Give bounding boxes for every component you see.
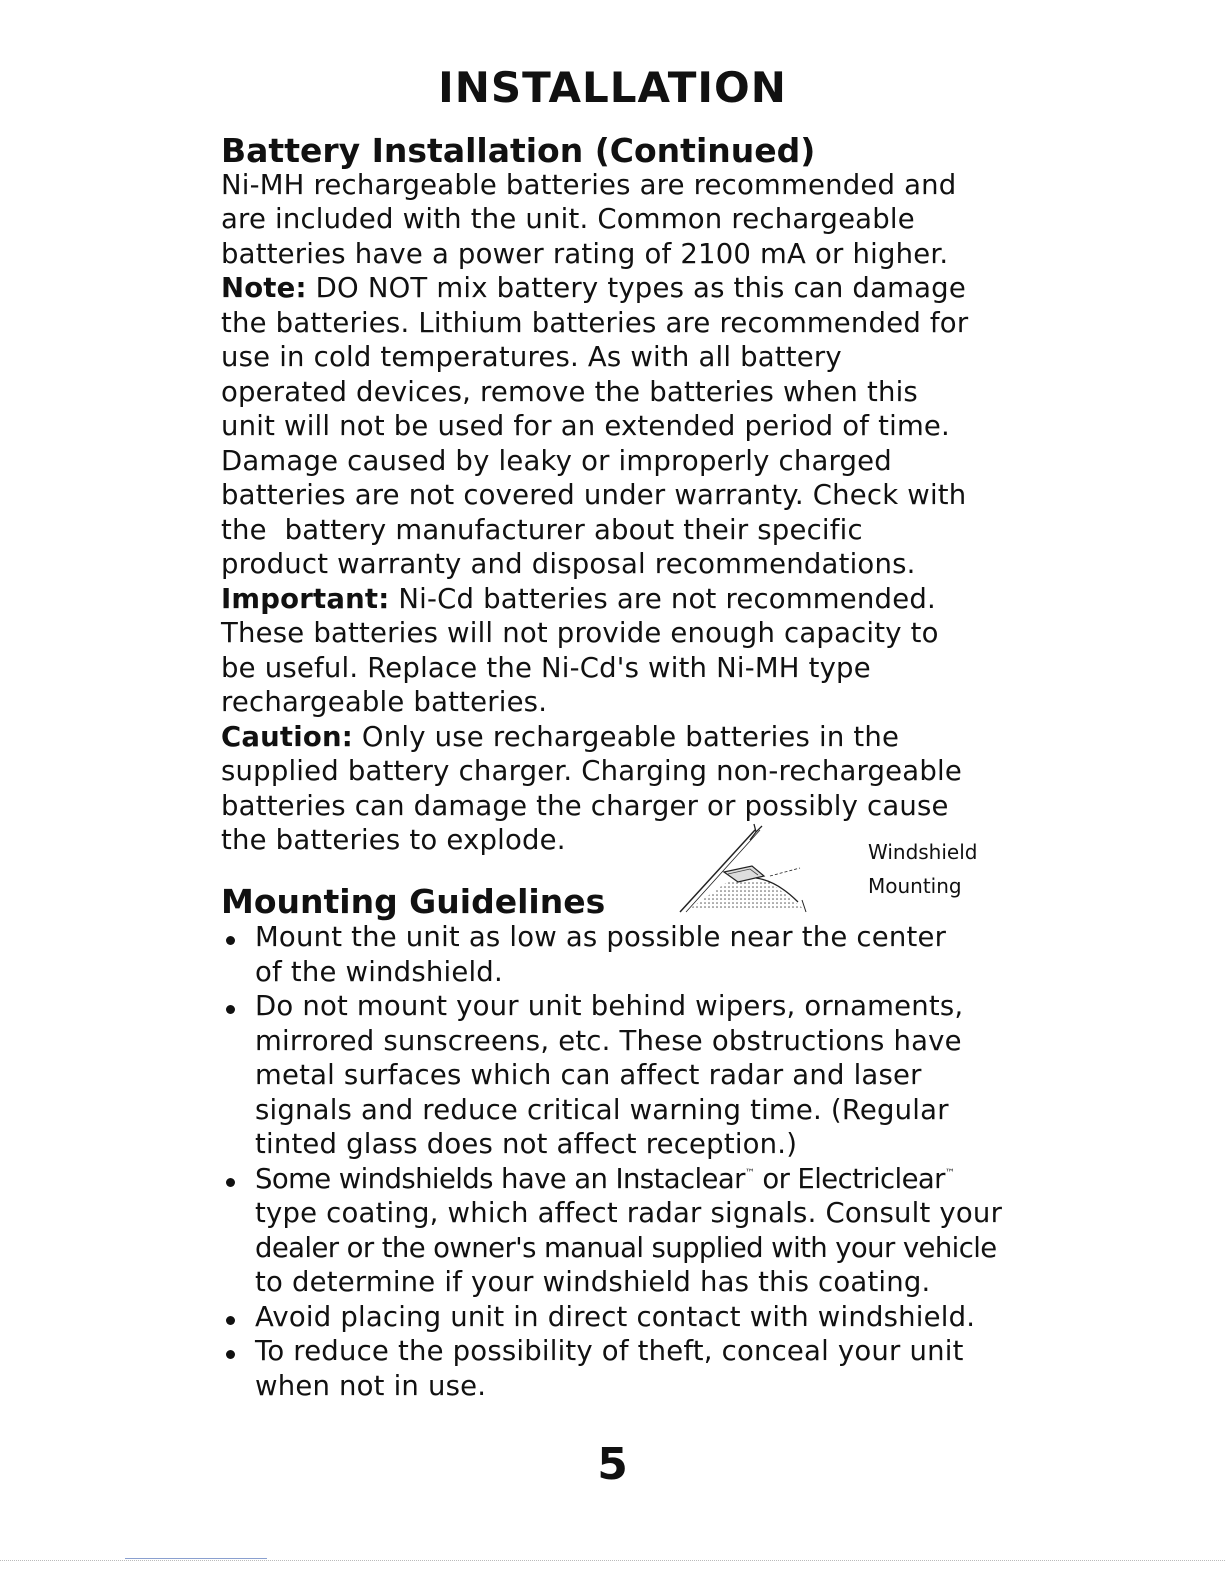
trademark-symbol: ™ [744, 1168, 755, 1179]
body-line: Ni-MH rechargeable batteries are recommended and [221, 169, 957, 201]
list-item-line: dealer or the owner's manual supplied with your vehicle [255, 1232, 997, 1264]
body-line: supplied battery charger. Charging non-rechargeable [221, 755, 962, 787]
body-line: the batteries to explode. [221, 824, 566, 856]
body-line: Damage caused by leaky or improperly charged [221, 445, 892, 477]
list-item-line: tinted glass does not affect reception.) [255, 1128, 798, 1160]
important-label: Important: [221, 583, 390, 615]
trademark-symbol: ™ [944, 1168, 955, 1179]
bullet-dot-icon [226, 936, 235, 945]
body-line: batteries can damage the charger or possibly cause [221, 790, 949, 822]
figure-caption-line1: Windshield [868, 840, 978, 864]
bullet-dot-icon [226, 1316, 235, 1325]
caution-label: Caution: [221, 721, 353, 753]
list-item-line [255, 1162, 954, 1196]
caution-text: Only use rechargeable batteries in the [361, 721, 900, 753]
note-text: DO NOT mix battery types as this can damage [315, 272, 966, 304]
list-item-line: Mount the unit as low as possible near the center [255, 921, 947, 953]
battery-section-heading: Battery Installation (Continued) [221, 131, 816, 170]
windshield-mounting-illustration [660, 822, 830, 914]
list-item-line: when not in use. [255, 1370, 487, 1402]
body-line: batteries are not covered under warranty. Check with [221, 479, 967, 511]
body-line: the batteries. Lithium batteries are recommended for [221, 307, 969, 339]
detector-unit-icon [724, 866, 764, 882]
body-line: These batteries will not provide enough capacity to [221, 617, 939, 649]
electriclear-text: or Electriclear [754, 1163, 945, 1195]
list-item-line: of the windshield. [255, 956, 503, 988]
important-line [221, 582, 936, 616]
list-item-line: Do not mount your unit behind wipers, ornaments, [255, 990, 964, 1022]
list-item-line: signals and reduce critical warning time. (Regular [255, 1094, 949, 1126]
bullet-dot-icon [226, 1178, 235, 1187]
body-line: batteries have a power rating of 2100 mA or higher. [221, 238, 949, 270]
mounting-section-heading: Mounting Guidelines [221, 882, 606, 921]
caution-line [221, 720, 899, 754]
list-item-line: metal surfaces which can affect radar and laser [255, 1059, 922, 1091]
body-line: be useful. Replace the Ni-Cd's with Ni-MH type [221, 652, 871, 684]
note-line [221, 271, 966, 305]
body-line: product warranty and disposal recommendations. [221, 548, 916, 580]
page-bottom-rule-accent [125, 1558, 267, 1559]
list-item-line: To reduce the possibility of theft, conceal your unit [255, 1335, 964, 1367]
list-item-line: Avoid placing unit in direct contact with windshield. [255, 1301, 976, 1333]
page-bottom-rule [0, 1560, 1225, 1561]
figure-caption-line2: Mounting [868, 874, 962, 898]
body-line: unit will not be used for an extended period of time. [221, 410, 950, 442]
list-item-line: to determine if your windshield has this coating. [255, 1266, 931, 1298]
body-line: operated devices, remove the batteries when this [221, 376, 918, 408]
page-title: INSTALLATION [438, 63, 787, 112]
page-number: 5 [597, 1439, 628, 1490]
note-label: Note: [221, 272, 307, 304]
bullet-dot-icon [226, 1350, 235, 1359]
body-line: are included with the unit. Common rechargeable [221, 203, 915, 235]
body-line: the battery manufacturer about their specific [221, 514, 863, 546]
list-item-line: mirrored sunscreens, etc. These obstructions have [255, 1025, 962, 1057]
body-line: use in cold temperatures. As with all battery [221, 341, 842, 373]
body-line: rechargeable batteries. [221, 686, 548, 718]
important-text: Ni-Cd batteries are not recommended. [398, 583, 936, 615]
bullet-dot-icon [226, 1005, 235, 1014]
mirror-mount-icon [750, 824, 762, 840]
list-item-line: type coating, which affect radar signals. Consult your [255, 1197, 1003, 1229]
instaclear-text: Some windshields have an Instaclear [255, 1163, 745, 1195]
